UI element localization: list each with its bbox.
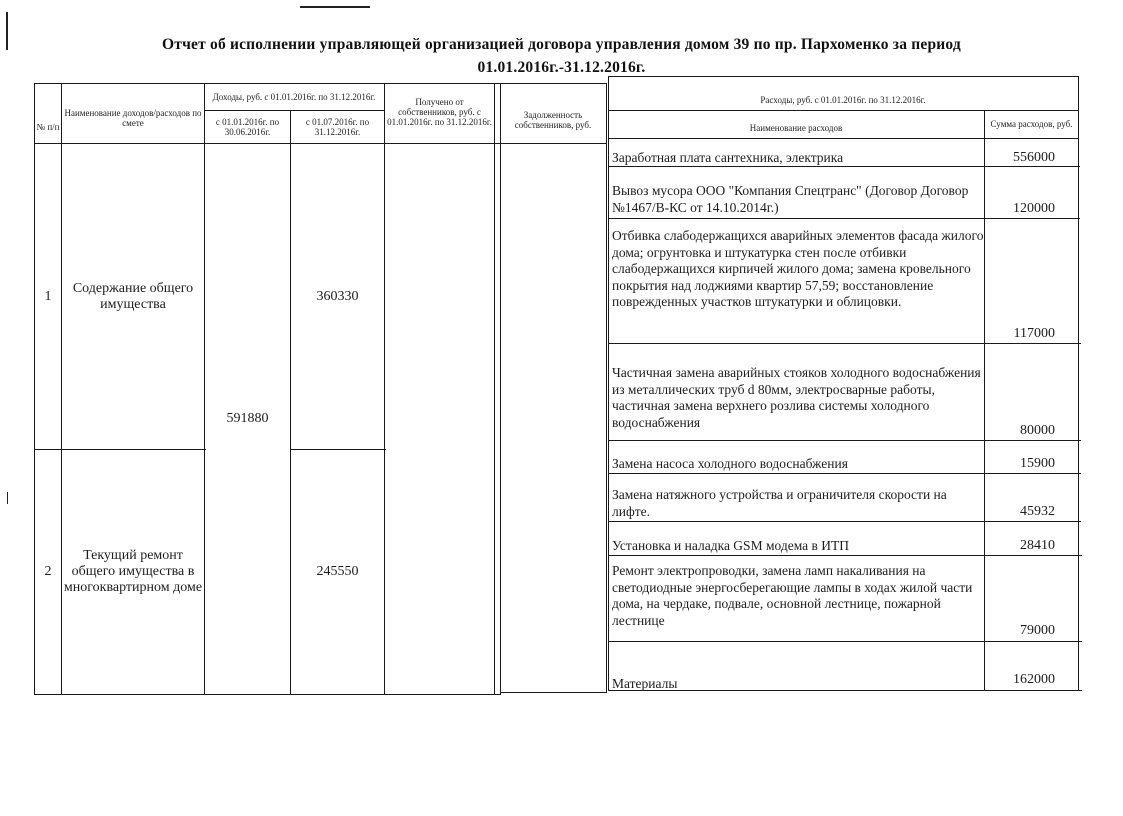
expense-item-3-name: Отбивка слабодержащихся аварийных элементов фасада жилого дома; огрунтовка и штукатурка стен после отбивки слабодержащихся кирпичей жилого дома; замена кровельного покрытия над лоджиями квартир 57,59; восстановление поврежденных участков штукатурки и облицовки.: [612, 228, 984, 309]
header-expenses: Расходы, руб. с 01.01.2016г. по 31.12.2016г.: [760, 95, 926, 105]
header-income: Доходы, руб. с 01.01.2016г. по 31.12.2016г.: [212, 91, 376, 102]
expense-item-8-name: Ремонт электропроводки, замена ламп накаливания на светодиодные энергосберегающие лампы в ходах жилой части дома, на чердаке, подвале, основной лестнице, пожарной лестнице: [612, 563, 973, 628]
expense-item-1-amount: 556000: [1013, 150, 1055, 165]
expense-item-4-name: Частичная замена аварийных стояков холодного водоснабжения из металлических труб d 80мм, электросварные работы, частичная замена верхнего розлива системы холодного водоснабжения: [612, 365, 981, 430]
row-1-name: Содержание общего имущества: [72, 280, 194, 312]
expense-item-5-name: Замена насоса холодного водоснабжения: [612, 456, 848, 471]
header-expense-sum: Сумма расходов, руб.: [990, 119, 1073, 129]
report-title-line-1: Отчет об исполнении управляющей организацией договора управления домом 39 по пр. Пархоменко за период: [162, 36, 961, 53]
income-half-1-total: 591880: [226, 411, 269, 426]
expense-item-1-name: Заработная плата сантехника, электрика: [612, 150, 844, 165]
expense-item-8-amount: 79000: [1020, 623, 1055, 638]
expense-item-2-name: Вывоз мусора ООО "Компания Спецтранс" (Договор Договор №1467/В-КС от 14.10.2014г.): [612, 183, 969, 215]
header-income-half-1: с 01.01.2016г. по 30.06.2016г.: [215, 117, 280, 137]
report-title-line-2: 01.01.2016г.-31.12.2016г.: [477, 59, 646, 76]
expense-item-6-amount: 45932: [1020, 504, 1055, 519]
header-expense-name: Наименование расходов: [749, 123, 843, 133]
expense-item-9-name: Материалы: [612, 676, 678, 691]
header-number: № п/п: [36, 122, 60, 132]
scan-mark: [7, 492, 8, 504]
header-received: Получено от собственников, руб. с 01.01.2016г. по 31.12.2016г.: [387, 97, 492, 127]
expense-item-6-name: Замена натяжного устройства и ограничителя скорости на лифте.: [612, 487, 947, 519]
scan-mark: [6, 12, 8, 50]
header-income-half-2: с 01.07.2016г. по 31.12.2016г.: [305, 117, 370, 137]
row-2-number: 2: [44, 564, 52, 579]
row-1-number: 1: [44, 288, 52, 304]
expense-item-7-amount: 28410: [1020, 538, 1055, 553]
scan-mark: [300, 6, 370, 8]
expense-item-9-amount: 162000: [1013, 672, 1055, 687]
expense-item-3-amount: 117000: [1013, 326, 1055, 341]
row-2-name: Текущий ремонт общего имущества в многоквартирном доме: [63, 548, 203, 595]
expense-item-2-amount: 120000: [1013, 201, 1055, 216]
row-1-income-half-2: 360330: [316, 288, 359, 304]
header-debt: Задолженность собственников, руб.: [514, 110, 592, 130]
row-2-income-half-2: 245550: [316, 564, 359, 579]
expense-item-4-amount: 80000: [1020, 423, 1055, 438]
expense-item-5-amount: 15900: [1020, 456, 1055, 471]
expense-item-7-name: Установка и наладка GSM модема в ИТП: [612, 538, 850, 553]
header-item-name: Наименование доходов/расходов по смете: [64, 108, 202, 128]
